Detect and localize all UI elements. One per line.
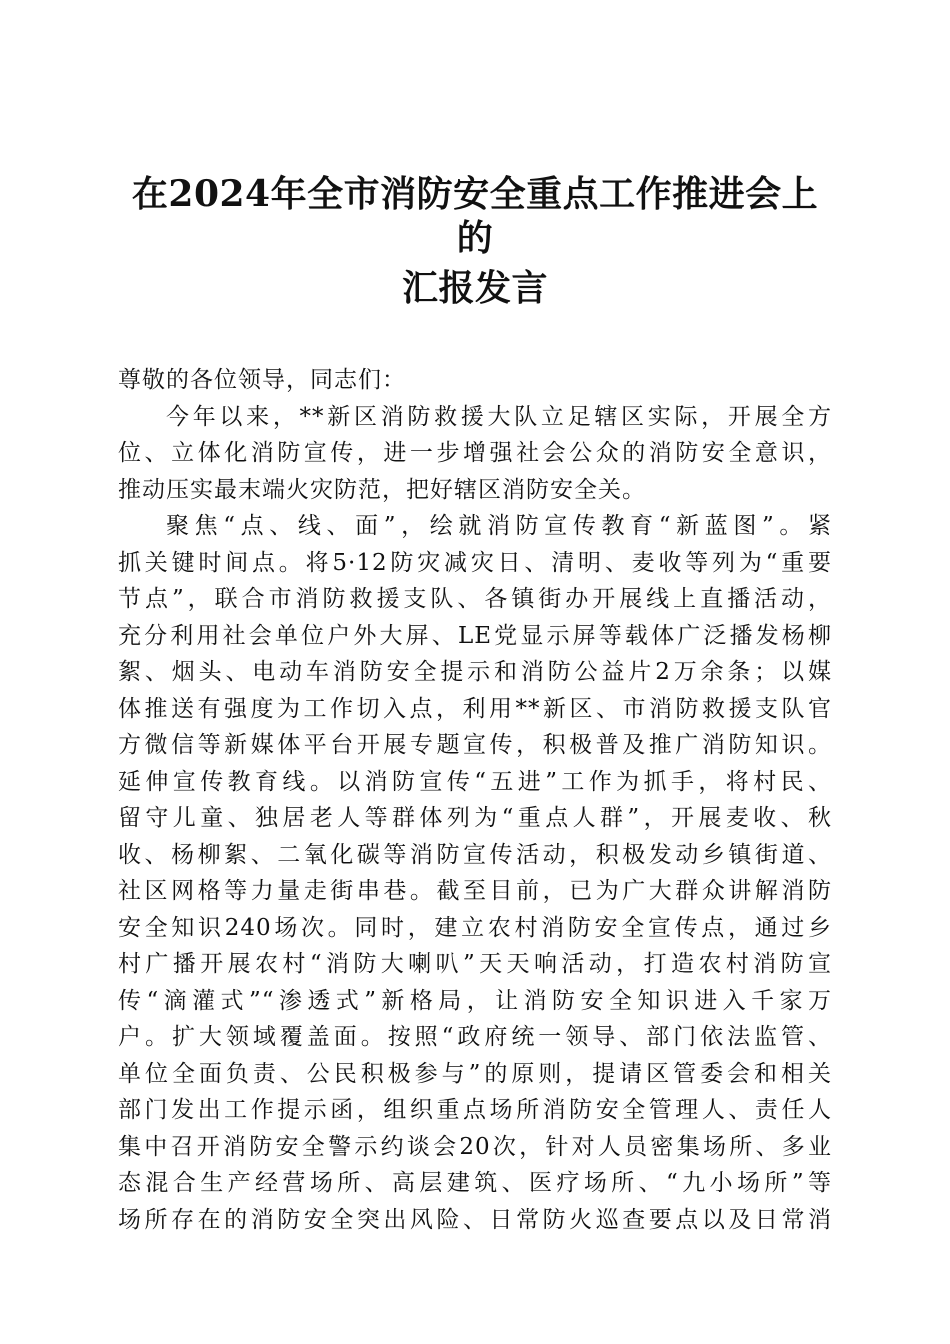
paragraph-line: 絮、烟头、电动车消防安全提示和消防公益片2万余条；以媒 — [118, 659, 832, 685]
paragraph-line: 户。扩大领域覆盖面。按照“政府统一领导、部门依法监管、 — [118, 1024, 832, 1050]
paragraph-line: 位、立体化消防宣传，进一步增强社会公众的消防安全意识， — [118, 440, 832, 466]
paragraph-line: 留守儿童、独居老人等群体列为“重点人群”，开展麦收、秋 — [118, 805, 832, 831]
paragraph-line: 延伸宣传教育线。以消防宣传“五进”工作为抓手，将村民、 — [118, 768, 832, 795]
paragraph-line: 聚焦“点、线、面”，绘就消防宣传教育“新蓝图”。紧 — [166, 513, 832, 539]
paragraph-line: 方微信等新媒体平台开展专题宣传，积极普及推广消防知识。 — [118, 732, 832, 758]
paragraph-line: 充分利用社会单位户外大屏、LE党显示屏等载体广泛播发杨柳 — [118, 622, 832, 649]
paragraph-line: 社区网格等力量走街串巷。截至目前，已为广大群众讲解消防 — [118, 878, 832, 904]
paragraph-line: 部门发出工作提示函，组织重点场所消防安全管理人、责任人 — [118, 1097, 832, 1123]
paragraph-line: 收、杨柳絮、二氧化碳等消防宣传活动，积极发动乡镇街道、 — [118, 841, 832, 868]
paragraph-line: 单位全面负责、公民积极参与”的原则，提请区管委会和相关 — [118, 1060, 832, 1087]
paragraph-line: 场所存在的消防安全突出风险、日常防火巡查要点以及日常消 — [118, 1206, 832, 1233]
document-body — [118, 362, 832, 1238]
salutation: 尊敬的各位领导，同志们： — [118, 367, 406, 393]
document-title-line-2: 汇报发言 — [401, 267, 548, 309]
paragraph-line: 集中召开消防安全警示约谈会20次，针对人员密集场所、多业 — [118, 1133, 832, 1160]
paragraph-line: 抓关键时间点。将5·12防灾减灾日、清明、麦收等列为“重要 — [118, 549, 832, 576]
paragraph-line: 推动压实最末端火灾防范，把好辖区消防安全关。 — [118, 476, 646, 503]
paragraph-line: 今年以来，**新区消防救援大队立足辖区实际，开展全方 — [166, 403, 832, 430]
paragraph-1 — [118, 399, 832, 509]
paragraph-line: 安全知识240场次。同时，建立农村消防安全宣传点，通过乡 — [118, 914, 832, 941]
document-title-line-1: 在2024年全市消防安全重点工作推进会上的 — [131, 173, 819, 259]
paragraph-line: 节点”，联合市消防救援支队、各镇街办开展线上直播活动， — [118, 586, 832, 612]
paragraph-line: 态混合生产经营场所、高层建筑、医疗场所、“九小场所”等 — [118, 1170, 832, 1196]
paragraph-line: 传“滴灌式”“渗透式”新格局，让消防安全知识进入千家万 — [118, 987, 832, 1014]
paragraph-2 — [118, 508, 832, 1238]
paragraph-line: 体推送有强度为工作切入点，利用**新区、市消防救援支队官 — [118, 695, 832, 722]
paragraph-line: 村广播开展农村“消防大喇叭”天天响活动，打造农村消防宣 — [118, 951, 832, 977]
